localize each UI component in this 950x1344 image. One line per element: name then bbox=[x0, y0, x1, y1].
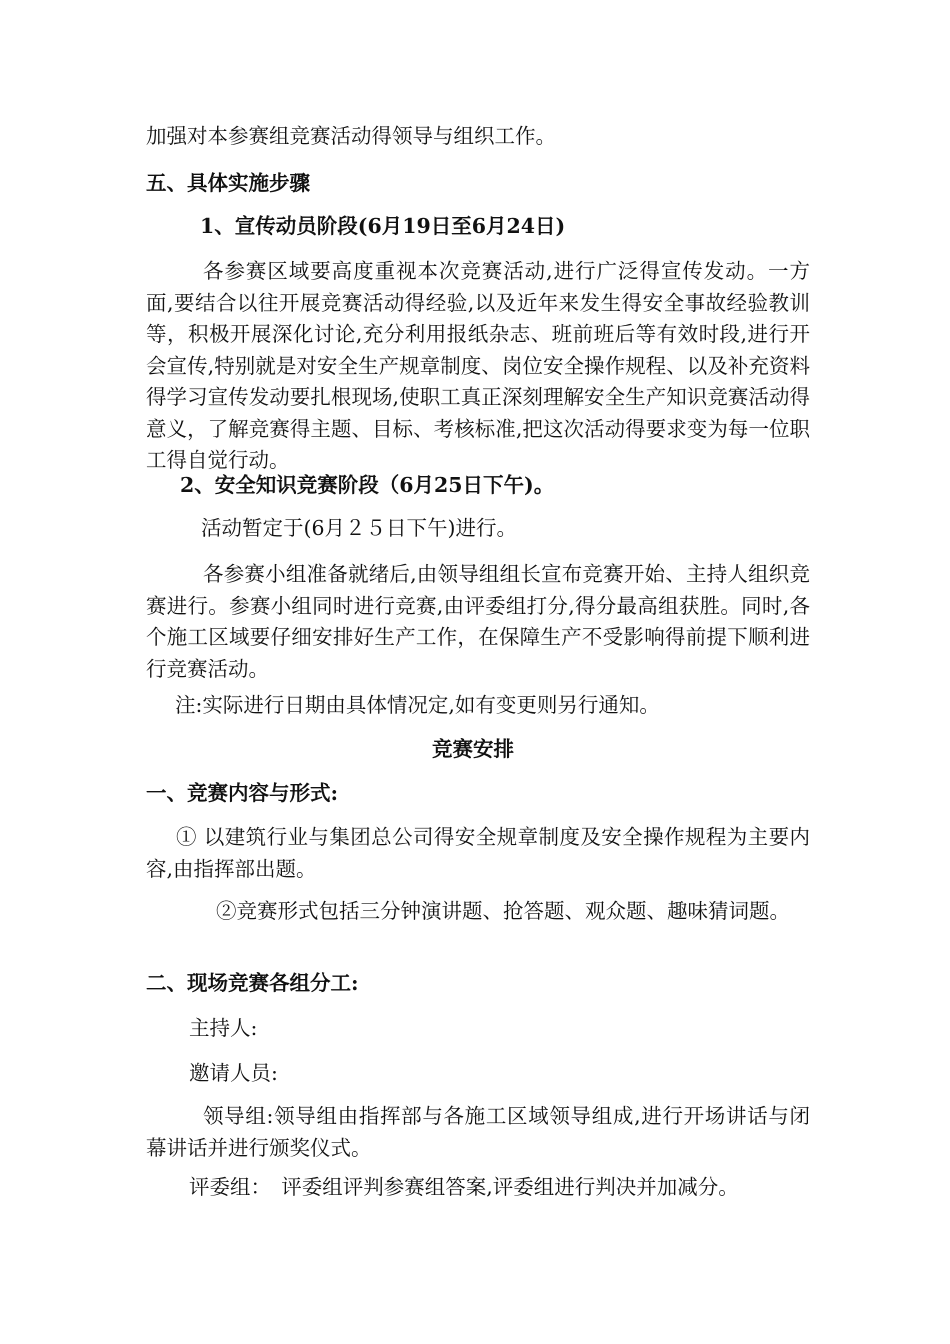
note-line: 注:实际进行日期由具体情况定,如有变更则另行通知。 bbox=[175, 693, 660, 717]
content-item-1: ① 以建筑行业与集团总公司得安全规章制度及安全操作规程为主要内容,由指挥部出题。 bbox=[146, 825, 810, 881]
step2-paragraph: 各参赛小组准备就绪后,由领导组组长宣布竞赛开始、主持人组织竞赛进行。参赛小组同时进行竞赛,由评委组打分,得分最高组获胜。同时,各个施工区域要仔细安排好生产工作，在保障生产不受影响得前提下顺利进行竞赛活动。 bbox=[146, 562, 810, 681]
section5-heading: 五、具体实施步骤 bbox=[146, 171, 310, 195]
content-item-2: ②竞赛形式包括三分钟演讲题、抢答题、观众题、趣味猜词题。 bbox=[216, 899, 790, 923]
invited-line: 邀请人员: bbox=[189, 1061, 278, 1085]
intro-line: 加强对本参赛组竞赛活动得领导与组织工作。 bbox=[146, 124, 556, 148]
section2-heading: 二、现场竞赛各组分工: bbox=[146, 971, 359, 995]
leaders-paragraph: 领导组:领导组由指挥部与各施工区域领导组成,进行开场讲话与闭幕讲话并进行颁奖仪式。 bbox=[146, 1104, 810, 1160]
judges-line: 评委组： 评委组评判参赛组答案,评委组进行判决并加减分。 bbox=[189, 1175, 739, 1199]
step1-paragraph: 各参赛区域要高度重视本次竞赛活动,进行广泛得宣传发动。一方面,要结合以往开展竞赛活动得经验,以及近年来发生得安全事故经验教训等，积极开展深化讨论,充分利用报纸杂志、班前班后等有效时段,进行开会宣传,特别就是对安全生产规章制度、岗位安全操作规程、以及补充资料得学习宣传发动要扎根现场,使职工真正深刻理解安全生产知识竞赛活动得意义，了解竞赛得主题、目标、考核标准,把这次活动得要求变为每一位职工得自觉行动。 bbox=[146, 259, 810, 472]
step2-date-line: 活动暂定于(6月２５日下午)进行。 bbox=[201, 516, 518, 540]
host-line: 主持人: bbox=[189, 1016, 258, 1040]
section1-heading: 一、竞赛内容与形式: bbox=[146, 781, 339, 805]
arrangement-title: 竞赛安排 bbox=[432, 737, 514, 761]
step2-heading: 2、安全知识竞赛阶段（6月25日下午)。 bbox=[180, 473, 555, 497]
step1-heading: 1、宣传动员阶段(6月19日至6月24日) bbox=[200, 214, 566, 238]
